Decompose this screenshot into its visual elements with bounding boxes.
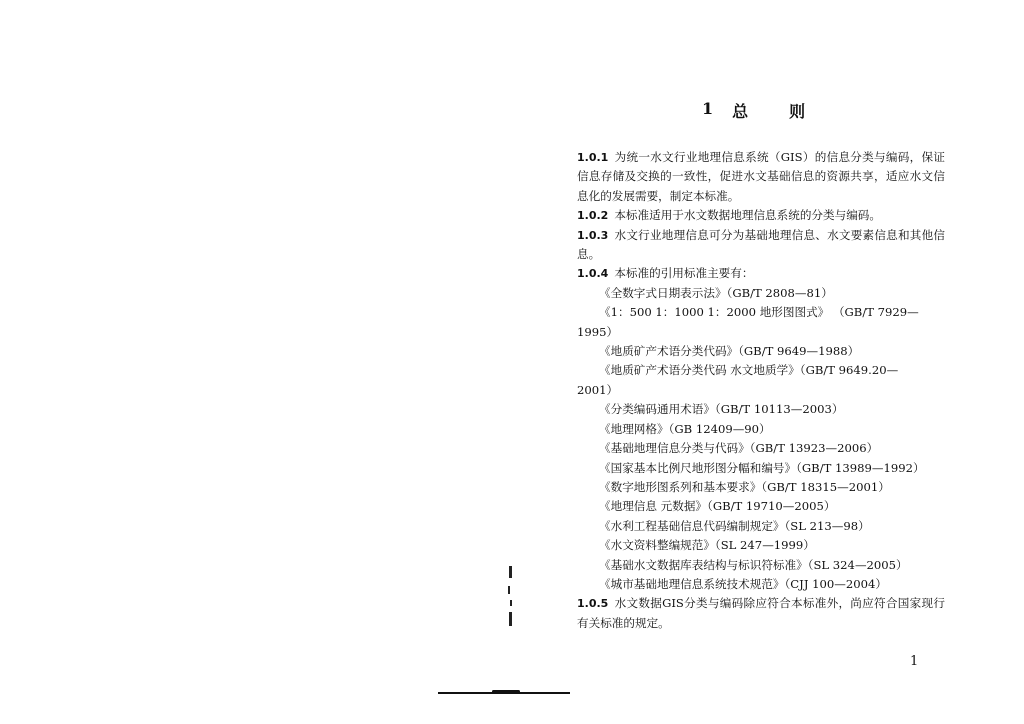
reference-item-continuation: 2001） — [577, 382, 619, 397]
clause-1-0-3 — [577, 226, 945, 265]
reference-item: 《国家基本比例尺地形图分幅和编号》（GB/T 13989—1992） — [599, 460, 925, 475]
reference-item: 《数字地形图系列和基本要求》（GB/T 18315—2001） — [599, 479, 890, 494]
clause-1-0-2 — [577, 206, 945, 225]
reference-item: 《1：500 1：1000 1：2000 地形图图式》 （GB/T 7929— — [599, 305, 919, 320]
clause-1-0-1 — [577, 148, 945, 206]
clause-text: 本标准的引用标准主要有： — [614, 266, 754, 281]
reference-item: 《地理信息 元数据》（GB/T 19710—2005） — [599, 499, 836, 514]
binding-marks — [505, 566, 517, 636]
clause-1-0-4 — [577, 264, 945, 283]
clause-number: 1.0.1 — [577, 151, 609, 164]
clause-text: 水文行业地理信息可分为基础地理信息、水文要素信息和其他信息。 — [577, 227, 945, 262]
clause-text: 本标准适用于水文数据地理信息系统的分类与编码。 — [614, 208, 881, 223]
clause-text: 为统一水文行业地理信息系统（GIS）的信息分类与编码，保证信息存储及交换的一致性，促进水文基础信息的资源共享，适应水文信息化的发展需要，制定本标准。 — [577, 150, 945, 203]
reference-item: 《水文资料整编规范》（SL 247—1999） — [599, 538, 815, 553]
reference-item: 《分类编码通用术语》（GB/T 10113—2003） — [599, 402, 844, 417]
chapter-title-char-1: 总 — [732, 102, 750, 121]
reference-item: 《地理网格》（GB 12409—90） — [599, 421, 771, 436]
page-number: 1 — [910, 654, 919, 669]
right-page — [572, 0, 952, 724]
chapter-title — [702, 99, 842, 122]
bottom-rule-mark — [492, 690, 520, 693]
reference-item: 《地质矿产术语分类代码》（GB/T 9649—1988） — [599, 344, 860, 359]
clause-1-0-5 — [577, 594, 945, 633]
clause-number: 1.0.4 — [577, 267, 609, 281]
reference-item: 《地质矿产术语分类代码 水文地质学》（GB/T 9649.20— — [599, 363, 899, 378]
chapter-body — [577, 148, 945, 633]
reference-item: 《全数字式日期表示法》（GB/T 2808—81） — [599, 285, 833, 300]
chapter-title-char-2: 则 — [789, 102, 807, 121]
reference-item-continuation: 1995） — [577, 324, 619, 339]
reference-item: 《水利工程基础信息代码编制规定》（SL 213—98） — [599, 518, 870, 533]
clause-number: 1.0.2 — [577, 209, 609, 223]
clause-number: 1.0.5 — [577, 597, 609, 611]
reference-item: 《城市基础地理信息系统技术规范》（CJJ 100—2004） — [599, 576, 887, 591]
clause-text: 水文数据GIS分类与编码除应符合本标准外，尚应符合国家现行有关标准的规定。 — [577, 596, 945, 630]
reference-item: 《基础水文数据库表结构与标识符标准》（SL 324—2005） — [599, 557, 908, 572]
clause-number: 1.0.3 — [577, 228, 609, 242]
chapter-number: 1 — [702, 99, 715, 118]
reference-item: 《基础地理信息分类与代码》（GB/T 13923—2006） — [599, 441, 879, 456]
